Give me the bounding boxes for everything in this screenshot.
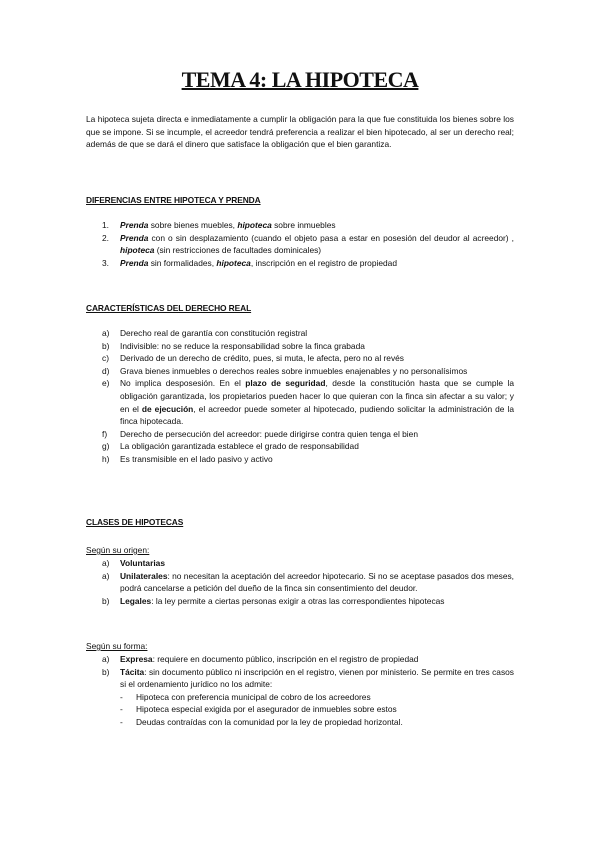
list-item: h) Es transmisible en el lado pasivo y activo [102,453,273,464]
caracteristicas-list [86,327,514,466]
list-item: 3. Prenda sin formalidades, hipoteca, inscripción en el registro de propiedad [102,257,397,268]
list-item: - Hipoteca especial exigida por el asegurador de inmuebles sobre estos [120,704,397,715]
list-item: a) Derecho real de garantía con constitución registral [102,328,308,338]
forma-list [86,653,514,729]
subheading-forma: Según su forma: [86,641,148,651]
section-heading-diferencias: DIFERENCIAS ENTRE HIPOTECA Y PRENDA [86,195,261,205]
list-item: f) Derecho de persecución del acreedor: puede dirigirse contra quien tenga el bien [102,428,418,439]
list-item: a) Voluntarias [102,558,165,568]
origen-list [86,557,514,607]
intro-paragraph: La hipoteca sujeta directa e inmediatamente a cumplir la obligación para la que fue constituida los bienes sobre los que se impone. Si se incumple, el acreedor tendrá preferencia a realizar el bien hipotecado, al ser un derecho real; además de que se dará el dinero que satisface la obligación que el bien garantiza. [86,114,514,150]
list-item: e) No implica desposesión. En el plazo de seguridad, desde la constitución hasta que se cumple la obligación garantizada, los propietarios pueden hacer lo que quieran con la finca sin afectar a su valor; y en el de ejecución, el acreedor puede someter al hipotecado, pudiendo solicitar la administración de la finca hipotecada. [102,378,515,427]
list-item: a) Expresa: requiere en documento público, inscripción en el registro de propiedad [102,654,419,664]
diferencias-list [86,219,514,269]
section-heading-caracteristicas: CARACTERÍSTICAS DEL DERECHO REAL [86,303,252,313]
list-item: - Deudas contraídas con la comunidad por la ley de propiedad horizontal. [120,716,403,727]
list-item: - Hipoteca con preferencia municipal de cobro de los acreedores [120,691,371,702]
page-title: TEMA 4: LA HIPOTECA [181,67,419,92]
list-item: 1. Prenda sobre bienes muebles, hipoteca sobre inmuebles [102,220,336,230]
section-heading-clases: CLASES DE HIPOTECAS [86,517,184,527]
list-item: b) Legales: la ley permite a ciertas personas exigir a otras las correspondientes hipotecas [102,595,445,606]
list-item: d) Grava bienes inmuebles o derechos reales sobre inmuebles enajenables y no personalísimos [102,365,468,376]
subheading-origen: Según su origen: [86,545,150,555]
list-item: b) Indivisible: no se reduce la responsabilidad sobre la finca grabada [102,340,365,351]
list-item: a) Unilaterales: no necesitan la aceptación del acreedor hipotecario. Si no se aceptase pasados dos meses, podrá cancelarse a petición del dueño de la finca sin consentimiento del deudor. [102,570,514,594]
list-item: c) Derivado de un derecho de crédito, pues, si muta, le afecta, pero no al revés [102,353,404,364]
list-item: g) La obligación garantizada establece el grado de responsabilidad [102,441,359,452]
list-item: b) Tácita: sin documento público ni inscripción en el registro, vienen por ministerio. Se permite en tres casos si el ordenamiento jurídico no los admite: [102,666,514,690]
list-item: 2. Prenda con o sin desplazamiento (cuando el objeto pasa a estar en posesión del deudor al acreedor) , hipoteca (sin restricciones de facultades dominicales) [102,232,514,256]
